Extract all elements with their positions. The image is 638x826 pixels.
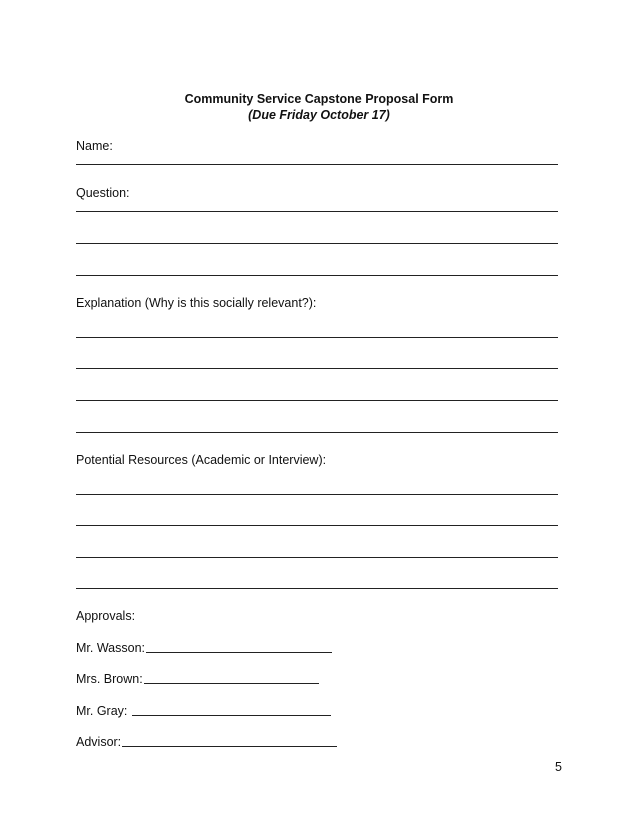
name-label: Name: <box>76 139 113 153</box>
resources-line-2[interactable] <box>76 525 558 526</box>
approval-row-gray <box>76 704 331 718</box>
approval-label-gray: Mr. Gray: <box>76 704 131 718</box>
page-number: 5 <box>555 760 562 774</box>
signature-line-wasson[interactable] <box>146 652 332 653</box>
name-line[interactable] <box>76 164 558 165</box>
question-line-1[interactable] <box>76 211 558 212</box>
approval-label-wasson: Mr. Wasson: <box>76 641 145 655</box>
question-label: Question: <box>76 186 130 200</box>
approval-row-wasson <box>76 641 332 655</box>
question-line-3[interactable] <box>76 275 558 276</box>
approval-row-advisor <box>76 735 337 749</box>
resources-line-4[interactable] <box>76 588 558 589</box>
form-title: Community Service Capstone Proposal Form <box>184 92 454 106</box>
signature-line-advisor[interactable] <box>122 746 337 747</box>
form-due-date: (Due Friday October 17) <box>248 108 390 122</box>
explanation-line-4[interactable] <box>76 432 558 433</box>
signature-line-brown[interactable] <box>144 683 319 684</box>
approval-label-brown: Mrs. Brown: <box>76 672 143 686</box>
explanation-line-1[interactable] <box>76 337 558 338</box>
resources-line-3[interactable] <box>76 557 558 558</box>
resources-line-1[interactable] <box>76 494 558 495</box>
approvals-heading: Approvals: <box>76 609 136 623</box>
explanation-label: Explanation (Why is this socially relevant?): <box>76 296 317 310</box>
explanation-line-2[interactable] <box>76 368 558 369</box>
approval-label-advisor: Advisor: <box>76 735 122 749</box>
question-line-2[interactable] <box>76 243 558 244</box>
approval-row-brown <box>76 672 319 686</box>
resources-label: Potential Resources (Academic or Interview): <box>76 453 327 467</box>
signature-line-gray[interactable] <box>132 715 331 716</box>
explanation-line-3[interactable] <box>76 400 558 401</box>
